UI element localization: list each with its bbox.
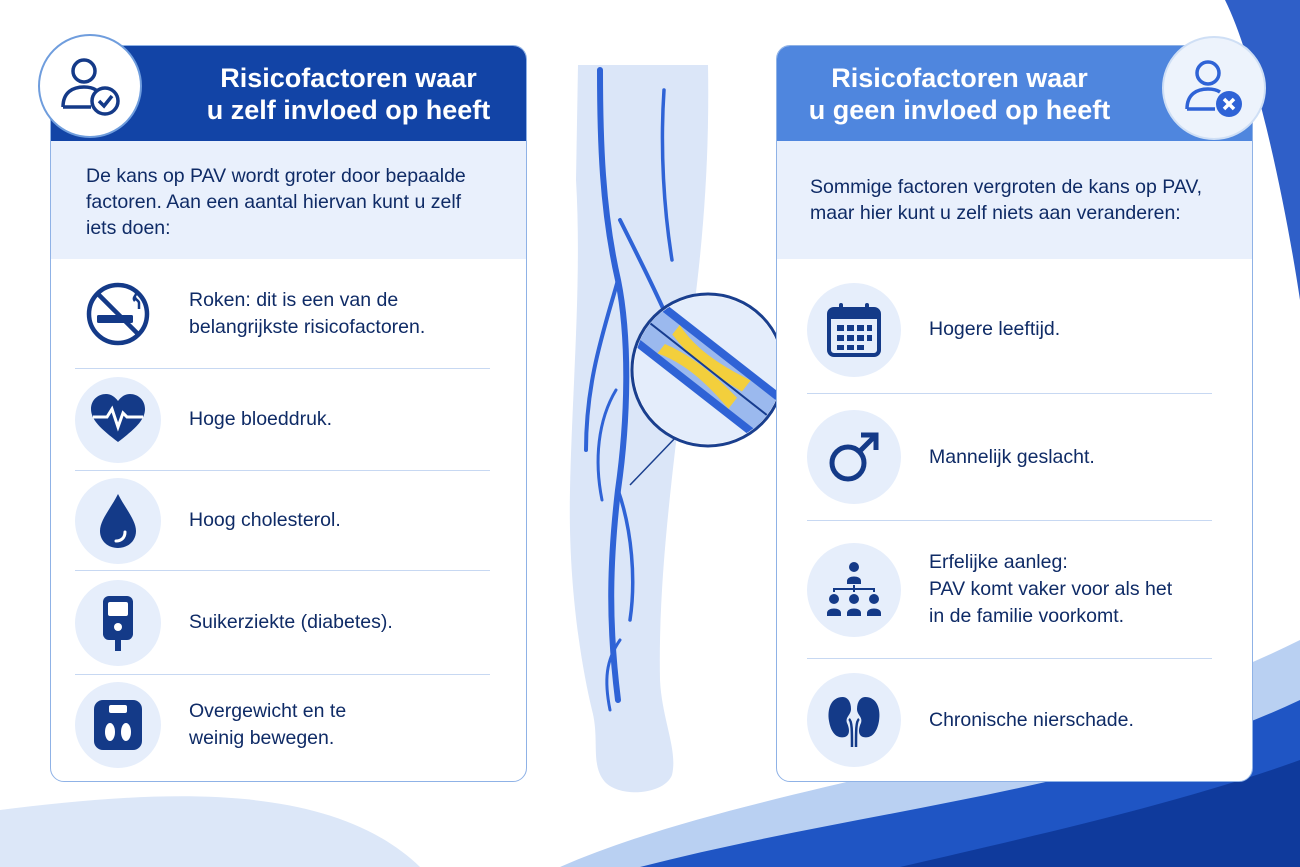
risk-item-diabetes: [75, 571, 490, 675]
risk-item-smoking: [75, 259, 490, 369]
family-tree-icon: [807, 543, 901, 637]
no-smoking-icon: [75, 271, 161, 357]
risk-item-cholesterol: [75, 471, 490, 571]
risk-item-text: Mannelijk geslacht.: [929, 445, 1095, 468]
calendar-icon: [807, 283, 901, 377]
leg-illustration: [560, 60, 790, 800]
risk-item-text: Erfelijke aanleg: PAV komt vaker voor als het in de familie voorkomt.: [929, 551, 1173, 627]
drop-icon: [75, 478, 161, 564]
risk-item-text: Overgewicht en te weinig bewegen.: [189, 700, 347, 749]
uncontrollable-risk-intro: Sommige factoren vergroten de kans op PAV, maar hier kunt u zelf niets aan veranderen:: [777, 141, 1252, 259]
risk-item-text: Roken: dit is een van de belangrijkste risicofactoren.: [189, 288, 426, 338]
risk-item-male-sex: [807, 394, 1212, 521]
uncontrollable-risk-title-line1: Risicofactoren waar: [831, 62, 1088, 93]
risk-item-text: Hogere leeftijd.: [929, 318, 1061, 340]
male-symbol-icon: [807, 410, 901, 504]
person-x-icon: [1162, 36, 1266, 140]
risk-item-overweight: [75, 675, 490, 775]
person-check-icon: [38, 34, 142, 138]
controllable-risk-intro: De kans op PAV wordt groter door bepaalde factoren. Aan een aantal hiervan kunt u zelf iets doen:: [51, 141, 526, 259]
risk-item-kidney-damage: [807, 659, 1212, 781]
kidneys-icon: [807, 673, 901, 767]
risk-item-text: Suikerziekte (diabetes).: [189, 611, 393, 633]
controllable-risk-card: [50, 45, 527, 782]
controllable-risk-title-line1: Risicofactoren waar: [220, 62, 477, 93]
risk-item-blood-pressure: [75, 369, 490, 471]
glucose-meter-icon: [75, 580, 161, 666]
controllable-risk-title-line2: u zelf invloed op heeft: [206, 94, 491, 125]
risk-item-heredity: [807, 521, 1212, 659]
heart-pulse-icon: [75, 377, 161, 463]
scale-icon: [75, 682, 161, 768]
uncontrollable-risk-title-line2: u geen invloed op heeft: [808, 94, 1111, 125]
risk-item-text: Hoog cholesterol.: [189, 509, 341, 531]
risk-item-age: [807, 266, 1212, 394]
uncontrollable-risk-card: [776, 45, 1253, 782]
risk-item-text: Hoge bloeddruk.: [189, 408, 333, 430]
risk-item-text: Chronische nierschade.: [929, 708, 1134, 731]
